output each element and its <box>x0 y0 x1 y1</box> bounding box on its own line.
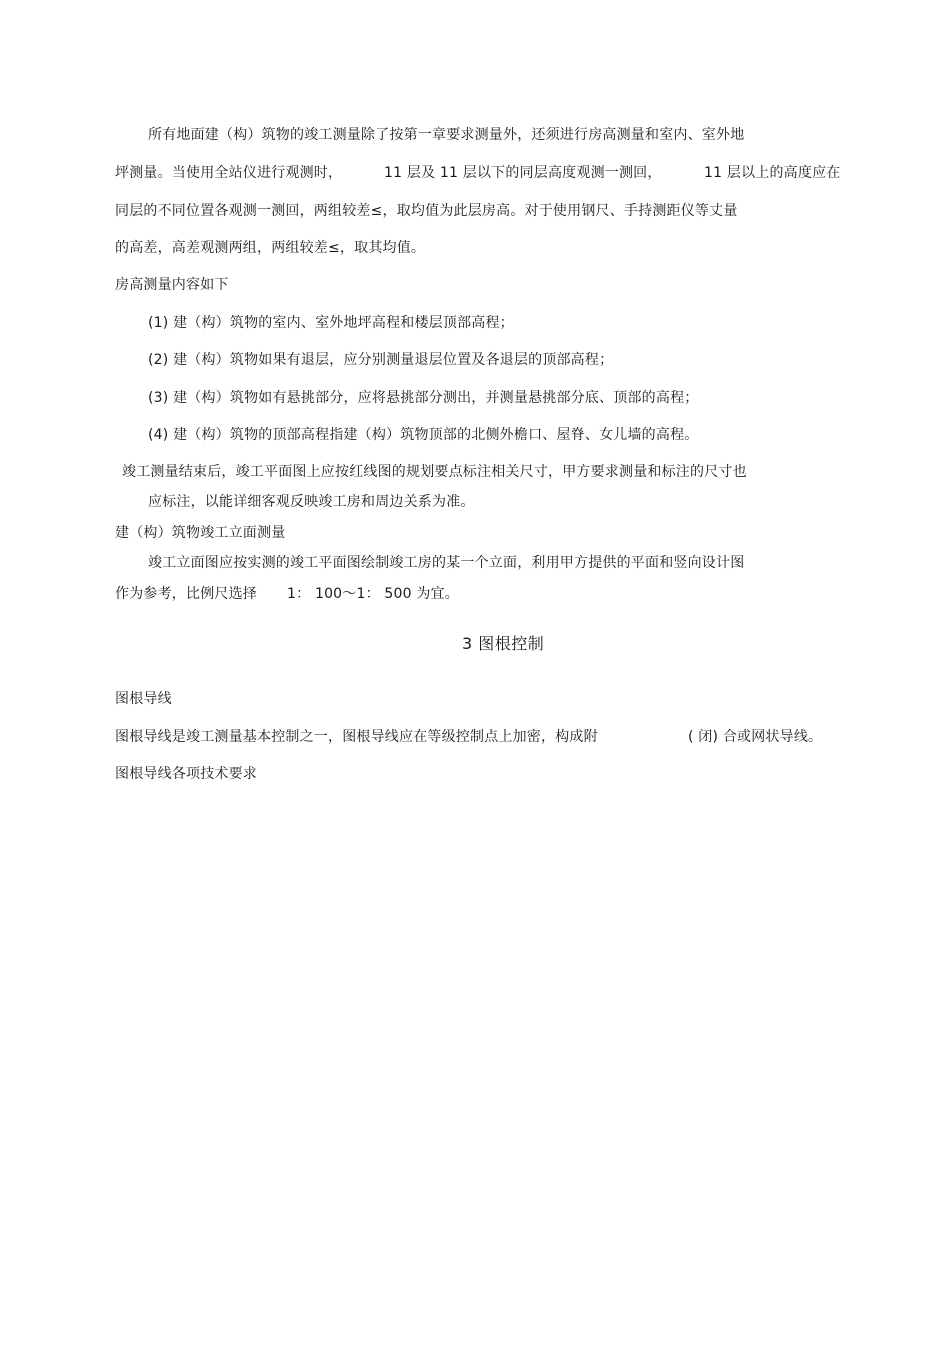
section-heading: 3 图根控制 <box>462 634 545 653</box>
paragraph-1-line-4: 的高差，高差观测两组，两组较差≤，取其均值。 <box>115 240 426 256</box>
room-height-item-4: (4) 建（构）筑物的顶部高程指建（构）筑物顶部的北侧外檐口、屋脊、女儿墙的高程。 <box>148 427 699 443</box>
paragraph-1-line-3: 同层的不同位置各观测一测回，两组较差≤，取均值为此层房高。对于使用钢尺、手持测距仪等丈量 <box>115 203 738 219</box>
paragraph-3-line-1: 竣工立面图应按实测的竣工平面图绘制竣工房的某一个立面，利用甲方提供的平面和竖向设计图 <box>148 555 745 571</box>
paragraph-1-line-2c: 11 层以上的高度应在 <box>704 165 841 181</box>
room-height-item-1: (1) 建（构）筑物的室内、室外地坪高程和楼层顶部高程； <box>148 315 514 331</box>
paragraph-1-line-2a: 坪测量。当使用全站仪进行观测时， <box>115 165 343 181</box>
traverse-text-part-a: 图根导线是竣工测量基本控制之一，图根导线应在等级控制点上加密，构成附 <box>115 729 598 745</box>
traverse-title: 图根导线 <box>115 691 172 707</box>
traverse-text-part-b: ( 闭) 合或网状导线。 <box>688 729 823 745</box>
room-height-item-3: (3) 建（构）筑物如有悬挑部分，应将悬挑部分测出，并测量悬挑部分底、顶部的高程； <box>148 390 699 406</box>
traverse-requirements: 图根导线各项技术要求 <box>115 766 257 782</box>
elevation-title: 建（构）筑物竣工立面测量 <box>115 525 286 541</box>
paragraph-2-line-1: 竣工测量结束后，竣工平面图上应按红线图的规划要点标注相关尺寸，甲方要求测量和标注的尺寸也 <box>122 464 747 480</box>
room-height-title: 房高测量内容如下 <box>115 277 229 293</box>
paragraph-3-line-2a: 作为参考，比例尺选择 <box>115 586 257 602</box>
paragraph-3-line-2b: 1： 100～1： 500 为宜。 <box>287 586 460 602</box>
room-height-item-2: (2) 建（构）筑物如果有退层，应分别测量退层位置及各退层的顶部高程； <box>148 352 614 368</box>
paragraph-1-line-2b: 11 层及 11 层以下的同层高度观测一测回， <box>384 165 662 181</box>
paragraph-1-line-1: 所有地面建（构）筑物的竣工测量除了按第一章要求测量外，还须进行房高测量和室内、室外地 <box>148 127 745 143</box>
paragraph-2-line-2: 应标注，以能详细客观反映竣工房和周边关系为准。 <box>148 494 475 510</box>
